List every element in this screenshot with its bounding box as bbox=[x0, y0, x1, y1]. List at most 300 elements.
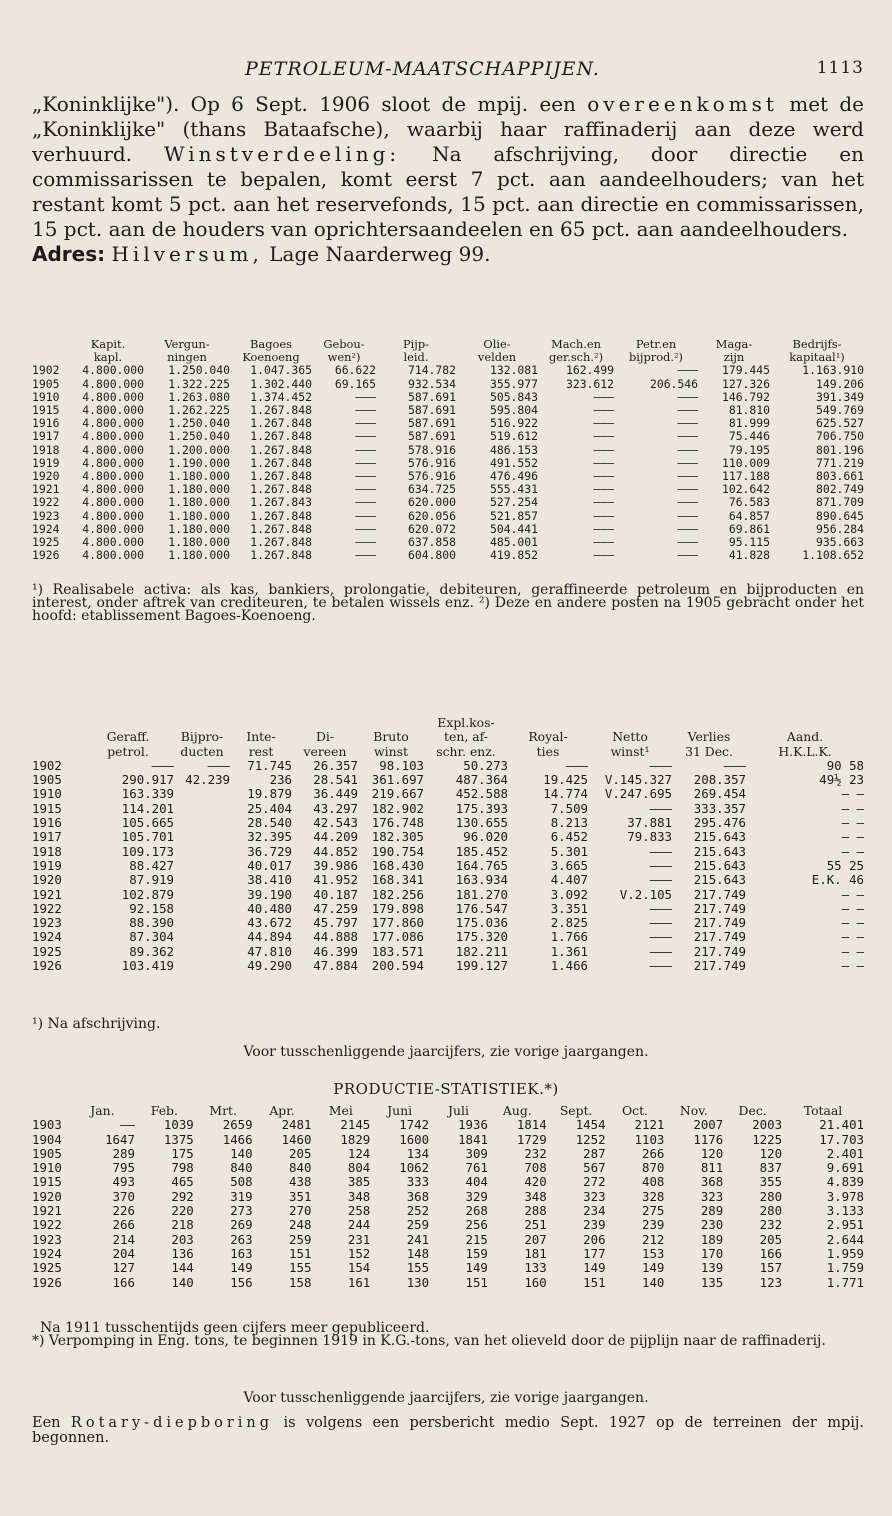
profit-loss-table bbox=[32, 716, 864, 973]
production-table bbox=[32, 1104, 864, 1290]
production-cell: 181 bbox=[524, 1246, 547, 1261]
profit-loss-cell: 28.540 bbox=[247, 816, 292, 831]
balance-cell: 801.196 bbox=[815, 443, 864, 457]
balance-header-cell: ger.sch.²) bbox=[548, 351, 604, 365]
profit-loss-cell bbox=[174, 959, 230, 973]
production-header-row bbox=[32, 1104, 864, 1118]
profit-loss-cell: 79.833 bbox=[627, 830, 672, 845]
production-cell: 328 bbox=[642, 1189, 665, 1204]
production-year-cell: 1926 bbox=[32, 1275, 62, 1290]
profit-loss-cell: 40.480 bbox=[247, 901, 292, 916]
profit-loss-cell: 40.017 bbox=[247, 858, 292, 873]
balance-cell: 323.612 bbox=[565, 377, 614, 391]
production-cell: 2.401 bbox=[826, 1146, 864, 1161]
balance-cell: 117.188 bbox=[721, 470, 770, 484]
balance-cell: 4.800.000 bbox=[82, 549, 144, 563]
profit-loss-cell: 215.643 bbox=[693, 844, 746, 859]
production-cell: 177 bbox=[583, 1246, 606, 1261]
balance-cell: ——— bbox=[355, 509, 376, 523]
profit-loss-cell: ——— bbox=[649, 944, 672, 959]
profit-loss-header-cell: ducten bbox=[180, 744, 224, 759]
balance-cell: 890.645 bbox=[815, 509, 864, 523]
balance-year-cell: 1916 bbox=[32, 417, 60, 431]
balance-row bbox=[32, 444, 864, 457]
balance-row bbox=[32, 523, 864, 536]
profit-loss-cell: — — bbox=[841, 916, 864, 931]
profit-loss-cell: 333.357 bbox=[693, 801, 746, 816]
production-cell: 333 bbox=[406, 1175, 430, 1190]
profit-loss-cell: 46.399 bbox=[313, 944, 358, 959]
balance-cell: 595.804 bbox=[489, 404, 538, 418]
balance-cell: 803.661 bbox=[815, 470, 864, 484]
balance-cell: 1.267.848 bbox=[250, 417, 312, 431]
profit-loss-row bbox=[32, 859, 864, 873]
balance-cell: ——— bbox=[355, 443, 376, 457]
balance-cell: ——— bbox=[677, 430, 698, 444]
balance-cell: ——— bbox=[677, 522, 698, 536]
production-cell: 280 bbox=[759, 1189, 783, 1204]
profit-loss-cell bbox=[174, 802, 230, 816]
production-header-cell: Jan. bbox=[90, 1104, 115, 1118]
production-cell: 157 bbox=[759, 1261, 783, 1276]
closing-text-a: Een bbox=[32, 1415, 71, 1431]
profit-loss-header-cell: H.K.L.K. bbox=[778, 744, 832, 759]
profit-loss-cell: 41.952 bbox=[313, 873, 358, 888]
balance-row bbox=[32, 430, 864, 443]
production-cell: 275 bbox=[642, 1204, 665, 1219]
balance-header-cell: kapitaal¹) bbox=[789, 351, 845, 365]
balance-cell: 625.527 bbox=[815, 417, 864, 431]
profit-loss-cell: 208.357 bbox=[693, 773, 746, 788]
profit-loss-header-cell bbox=[174, 716, 230, 730]
profit-loss-header-cell bbox=[230, 716, 292, 730]
production-cell: 163 bbox=[230, 1246, 253, 1261]
profit-loss-cell: 40.187 bbox=[313, 887, 358, 902]
balance-cell: ——— bbox=[677, 509, 698, 523]
balance-cell: 491.552 bbox=[489, 456, 538, 470]
production-cell: 234 bbox=[583, 1204, 606, 1219]
balance-row bbox=[32, 391, 864, 404]
profit-loss-cell: 38.410 bbox=[247, 873, 292, 888]
production-cell: 133 bbox=[524, 1261, 547, 1276]
balance-cell: 4.800.000 bbox=[82, 430, 144, 444]
production-cell: 134 bbox=[406, 1146, 430, 1161]
profit-loss-cell: 215.643 bbox=[693, 858, 746, 873]
production-year-cell: 1924 bbox=[32, 1246, 62, 1261]
balance-cell: 932.534 bbox=[407, 377, 456, 391]
production-cell: 508 bbox=[230, 1175, 253, 1190]
production-cell: 9.691 bbox=[826, 1161, 864, 1176]
production-cell: 3.133 bbox=[826, 1204, 864, 1219]
profit-loss-cell: ——— bbox=[649, 916, 672, 931]
profit-loss-cell: 199.127 bbox=[455, 959, 508, 974]
profit-loss-cell: 183.571 bbox=[371, 944, 424, 959]
profit-loss-cell: 92.158 bbox=[129, 901, 174, 916]
profit-loss-cell: 44.888 bbox=[313, 930, 358, 945]
profit-loss-cell: — — bbox=[841, 959, 864, 974]
profit-loss-cell: 182.211 bbox=[455, 944, 508, 959]
balance-cell: ——— bbox=[355, 430, 376, 444]
profit-loss-cell: 43.297 bbox=[313, 801, 358, 816]
profit-loss-cell: 39.986 bbox=[313, 858, 358, 873]
profit-loss-cell: — — bbox=[841, 787, 864, 802]
production-row bbox=[32, 1247, 864, 1261]
balance-year-cell: 1917 bbox=[32, 430, 60, 444]
profit-loss-header-cell: Verlies bbox=[687, 730, 731, 745]
balance-table-footnote bbox=[32, 584, 864, 624]
profit-loss-cell: 102.879 bbox=[121, 887, 174, 902]
balance-year-cell: 1905 bbox=[32, 377, 60, 391]
profit-loss-cell: 19.425 bbox=[543, 773, 588, 788]
balance-row bbox=[32, 496, 864, 509]
profit-loss-year-cell: 1915 bbox=[32, 801, 62, 816]
profit-loss-cell: V.145.327 bbox=[604, 773, 672, 788]
production-cell: 1936 bbox=[458, 1118, 488, 1133]
profit-loss-cell bbox=[174, 888, 230, 902]
balance-cell: 1.267.848 bbox=[250, 522, 312, 536]
balance-cell: 69.165 bbox=[334, 377, 376, 391]
profit-loss-row bbox=[32, 888, 864, 902]
production-year-cell: 1905 bbox=[32, 1146, 62, 1161]
balance-cell: 1.263.080 bbox=[168, 390, 230, 404]
production-cell: 130 bbox=[406, 1275, 430, 1290]
balance-cell: 1.180.000 bbox=[168, 522, 230, 536]
production-cell: 368 bbox=[406, 1189, 430, 1204]
production-cell: 385 bbox=[347, 1175, 371, 1190]
balance-cell: ——— bbox=[593, 456, 614, 470]
production-cell: 214 bbox=[112, 1232, 135, 1247]
balance-cell: 102.642 bbox=[721, 483, 770, 497]
production-cell: 272 bbox=[583, 1175, 606, 1190]
production-cell: 1375 bbox=[163, 1132, 194, 1147]
production-year-cell: 1920 bbox=[32, 1189, 62, 1204]
balance-year-cell: 1922 bbox=[32, 496, 60, 510]
balance-cell: 587.691 bbox=[407, 390, 456, 404]
balance-cell: 1.180.000 bbox=[168, 470, 230, 484]
profit-loss-cell: 8.213 bbox=[550, 816, 588, 831]
production-cell: 1466 bbox=[222, 1132, 253, 1147]
profit-loss-cell: 487.364 bbox=[455, 773, 508, 788]
profit-loss-year-cell: 1905 bbox=[32, 773, 62, 788]
profit-loss-cell: 1.466 bbox=[550, 959, 588, 974]
profit-loss-cell: 3.351 bbox=[550, 901, 588, 916]
production-cell: 761 bbox=[465, 1161, 488, 1176]
profit-loss-cell: 88.427 bbox=[129, 858, 174, 873]
profit-loss-cell: 45.797 bbox=[313, 916, 358, 931]
production-cell: 270 bbox=[289, 1204, 312, 1219]
running-header bbox=[0, 58, 892, 86]
balance-cell: ——— bbox=[355, 522, 376, 536]
balance-header-cell: leid. bbox=[403, 351, 429, 365]
production-cell: 287 bbox=[583, 1146, 606, 1161]
profit-loss-header-cell bbox=[32, 745, 82, 759]
balance-cell: ——— bbox=[677, 483, 698, 497]
production-cell: 123 bbox=[759, 1275, 783, 1290]
balance-cell: 634.725 bbox=[407, 483, 456, 497]
balance-cell: ——— bbox=[355, 470, 376, 484]
production-header-cell: Mrt. bbox=[209, 1104, 237, 1118]
production-cell: 1.771 bbox=[826, 1275, 864, 1290]
profit-loss-cell: 163.339 bbox=[121, 787, 174, 802]
profit-loss-cell: 39.190 bbox=[247, 887, 292, 902]
production-cell: 120 bbox=[700, 1146, 724, 1161]
production-cell: 1600 bbox=[399, 1132, 430, 1147]
production-cell: 232 bbox=[524, 1146, 547, 1161]
production-cell: 2003 bbox=[752, 1118, 783, 1133]
production-cell: 1454 bbox=[575, 1118, 606, 1133]
production-header-cell: Apr. bbox=[269, 1104, 295, 1118]
production-cell: 1647 bbox=[105, 1132, 135, 1147]
profit-loss-footnote-text: ¹) Na afschrijving. bbox=[32, 1016, 161, 1032]
production-header-cell: Feb. bbox=[150, 1104, 178, 1118]
balance-cell: 1.302.440 bbox=[250, 377, 312, 391]
balance-year-cell: 1910 bbox=[32, 390, 60, 404]
profit-loss-header-cell bbox=[82, 716, 174, 730]
balance-cell: 1.250.040 bbox=[168, 417, 230, 431]
balance-header-row bbox=[32, 338, 864, 351]
production-cell: 135 bbox=[700, 1275, 724, 1290]
intro-text-c: Na afschrijving, door directie en commissarissen te bepalen, komt eerst 7 pct. aan aandeelhouders; van het restant komt 5 pct. aan het reservefonds, 15 pct. aan directie en commissarissen, 15 pct. aan de houders van oprichtersaandeelen en 65 pct. aan aandeelhouders. bbox=[32, 142, 864, 241]
balance-cell: 1.267.848 bbox=[250, 509, 312, 523]
profit-loss-cell: 47.884 bbox=[313, 959, 358, 974]
profit-loss-cell: 44.852 bbox=[313, 844, 358, 859]
production-cell: 1.759 bbox=[826, 1261, 864, 1276]
profit-loss-cell: V.2.105 bbox=[619, 887, 672, 902]
production-cell: 158 bbox=[289, 1275, 312, 1290]
balance-cell: 41.828 bbox=[728, 549, 770, 563]
production-cell: 244 bbox=[347, 1218, 371, 1233]
profit-loss-header-row bbox=[32, 745, 864, 759]
profit-loss-header-cell: Di- bbox=[315, 730, 335, 745]
balance-header-cell: ningen bbox=[167, 351, 207, 365]
balance-cell: 505.843 bbox=[489, 390, 538, 404]
production-cell: 289 bbox=[112, 1146, 135, 1161]
production-cell: 840 bbox=[289, 1161, 312, 1176]
production-header-cell bbox=[32, 1104, 70, 1118]
production-cell: 205 bbox=[289, 1146, 312, 1161]
profit-loss-row bbox=[32, 787, 864, 801]
production-cell: 239 bbox=[583, 1218, 606, 1233]
profit-loss-cell bbox=[174, 859, 230, 873]
production-cell: 567 bbox=[583, 1161, 606, 1176]
balance-cell: 206.546 bbox=[649, 377, 698, 391]
production-cell: 4.839 bbox=[826, 1175, 864, 1190]
profit-loss-year-cell: 1923 bbox=[32, 916, 62, 931]
production-row bbox=[32, 1190, 864, 1204]
profit-loss-cell: ——— bbox=[649, 930, 672, 945]
production-row bbox=[32, 1147, 864, 1161]
production-cell: 151 bbox=[465, 1275, 488, 1290]
profit-loss-cell: 42.543 bbox=[313, 816, 358, 831]
balance-cell: ——— bbox=[355, 496, 376, 510]
balance-row bbox=[32, 549, 864, 562]
balance-header-cell: Kapit. bbox=[90, 338, 126, 351]
production-cell: 1062 bbox=[399, 1161, 430, 1176]
balance-header-cell: Vergun- bbox=[164, 338, 210, 351]
running-title: PETROLEUM-MAATSCHAPPIJEN. bbox=[245, 58, 600, 80]
balance-footnote-text: ¹) Realisabele activa: als kas, bankiers, prolongatie, debiteuren, geraffineerde petroleum en bijproducten en interest, onder aftrek van crediteuren, te betalen wissels enz. ²) Deze en andere posten na 1905 gebracht onder het hoofd: etablissement Bagoes-Koenoeng. bbox=[32, 582, 864, 625]
balance-cell: 81.999 bbox=[728, 417, 770, 431]
production-cell: 205 bbox=[759, 1232, 783, 1247]
balance-cell: 1.180.000 bbox=[168, 509, 230, 523]
production-row bbox=[32, 1261, 864, 1275]
balance-cell: ——— bbox=[355, 536, 376, 550]
profit-loss-header-cell: schr. enz. bbox=[436, 744, 496, 759]
production-cell: 2007 bbox=[693, 1118, 724, 1133]
production-cell: 837 bbox=[759, 1161, 783, 1176]
production-cell: 370 bbox=[112, 1189, 135, 1204]
balance-cell: 1.180.000 bbox=[168, 496, 230, 510]
profit-loss-cell: 177.086 bbox=[371, 930, 424, 945]
balance-cell: ——— bbox=[593, 443, 614, 457]
profit-loss-cell: — — bbox=[841, 801, 864, 816]
production-cell: 259 bbox=[289, 1232, 312, 1247]
production-cell: 252 bbox=[406, 1204, 430, 1219]
profit-loss-cell: 175.393 bbox=[455, 801, 508, 816]
balance-cell: ——— bbox=[677, 390, 698, 404]
profit-loss-cell: 87.304 bbox=[129, 930, 174, 945]
profit-loss-row bbox=[32, 802, 864, 816]
balance-cell: 81.810 bbox=[728, 404, 770, 418]
profit-loss-cell: 44.209 bbox=[313, 830, 358, 845]
profit-loss-cell: 290.917 bbox=[121, 773, 174, 788]
balance-row bbox=[32, 378, 864, 391]
balance-cell: 485.001 bbox=[489, 536, 538, 550]
profit-loss-cell: 130.655 bbox=[455, 816, 508, 831]
production-cell: 798 bbox=[171, 1161, 194, 1176]
profit-loss-cell: 103.419 bbox=[121, 959, 174, 974]
profit-loss-cell: 175.320 bbox=[455, 930, 508, 945]
balance-cell: 355.977 bbox=[489, 377, 538, 391]
profit-loss-cell: 176.547 bbox=[455, 901, 508, 916]
production-cell: 248 bbox=[289, 1218, 312, 1233]
balance-header-cell bbox=[32, 338, 72, 351]
profit-loss-cell: 215.643 bbox=[693, 873, 746, 888]
profit-loss-cell: 6.452 bbox=[550, 830, 588, 845]
balance-year-cell: 1902 bbox=[32, 364, 60, 378]
balance-cell: ——— bbox=[355, 549, 376, 563]
balance-cell: 587.691 bbox=[407, 404, 456, 418]
production-cell: 231 bbox=[347, 1232, 371, 1247]
production-cell: 144 bbox=[171, 1261, 194, 1276]
balance-cell: ——— bbox=[355, 404, 376, 418]
production-cell: 232 bbox=[759, 1218, 783, 1233]
balance-cell: ——— bbox=[593, 549, 614, 563]
balance-cell: 486.153 bbox=[489, 443, 538, 457]
production-cell: 1742 bbox=[399, 1118, 430, 1133]
profit-loss-header-row bbox=[32, 716, 864, 730]
profit-loss-cell: 175.036 bbox=[455, 916, 508, 931]
production-cell: 140 bbox=[230, 1146, 253, 1161]
production-cell: 215 bbox=[465, 1232, 488, 1247]
production-cell: 355 bbox=[759, 1175, 783, 1190]
production-cell: 1103 bbox=[634, 1132, 665, 1147]
balance-cell: 578.916 bbox=[407, 443, 456, 457]
production-cell: 493 bbox=[112, 1175, 135, 1190]
balance-cell: 1.047.365 bbox=[250, 364, 312, 378]
balance-header-cell: Mach.en bbox=[551, 338, 601, 351]
profit-loss-cell: 47.259 bbox=[313, 901, 358, 916]
production-row bbox=[32, 1276, 864, 1290]
profit-loss-row bbox=[32, 845, 864, 859]
address-label: Adres: bbox=[32, 242, 106, 266]
profit-loss-cell: 182.902 bbox=[371, 801, 424, 816]
profit-loss-cell: 182.256 bbox=[371, 887, 424, 902]
balance-cell: 771.219 bbox=[815, 456, 864, 470]
production-cell: 241 bbox=[406, 1232, 430, 1247]
production-year-cell: 1910 bbox=[32, 1161, 62, 1176]
address-city: Hilversum, bbox=[111, 242, 263, 266]
profit-loss-cell: 177.860 bbox=[371, 916, 424, 931]
production-row bbox=[32, 1204, 864, 1218]
balance-cell: 1.180.000 bbox=[168, 483, 230, 497]
profit-loss-cell: 181.270 bbox=[455, 887, 508, 902]
profit-loss-header-cell: Inte- bbox=[246, 730, 276, 745]
balance-year-cell: 1925 bbox=[32, 536, 60, 550]
production-cell: 323 bbox=[583, 1189, 606, 1204]
balance-year-cell: 1919 bbox=[32, 456, 60, 470]
balance-cell: 1.262.225 bbox=[168, 404, 230, 418]
production-cell: 273 bbox=[230, 1204, 253, 1219]
production-cell: 155 bbox=[289, 1261, 312, 1276]
production-cell: 323 bbox=[700, 1189, 724, 1204]
profit-loss-cell: 105.701 bbox=[121, 830, 174, 845]
balance-cell: 4.800.000 bbox=[82, 417, 144, 431]
production-cell: 263 bbox=[230, 1232, 253, 1247]
production-cell: 266 bbox=[112, 1218, 135, 1233]
production-row bbox=[32, 1218, 864, 1232]
balance-cell: 95.115 bbox=[728, 536, 770, 550]
profit-loss-header-cell: Netto bbox=[612, 730, 648, 745]
profit-loss-cell: 164.765 bbox=[455, 858, 508, 873]
profit-loss-cell: 90 58 bbox=[826, 758, 864, 773]
profit-loss-cell bbox=[174, 845, 230, 859]
production-cell: 151 bbox=[289, 1246, 312, 1261]
production-cell: 708 bbox=[524, 1161, 547, 1176]
balance-cell: 1.250.040 bbox=[168, 364, 230, 378]
profit-loss-header-cell: ties bbox=[536, 744, 560, 759]
balance-header-cell: velden bbox=[477, 351, 517, 365]
profit-loss-year-cell: 1922 bbox=[32, 901, 62, 916]
production-cell: 230 bbox=[700, 1218, 724, 1233]
production-row bbox=[32, 1175, 864, 1189]
balance-cell: 714.782 bbox=[407, 364, 456, 378]
production-cell: 1039 bbox=[163, 1118, 194, 1133]
closing-text-b: is volgens een persbericht medio Sept. 1927 op de terreinen der mpij. begonnen. bbox=[32, 1415, 864, 1446]
profit-loss-cell: 26.357 bbox=[313, 758, 358, 773]
production-cell: 239 bbox=[642, 1218, 665, 1233]
balance-year-cell: 1921 bbox=[32, 483, 60, 497]
balance-cell: ——— bbox=[593, 483, 614, 497]
profit-loss-cell: 176.748 bbox=[371, 816, 424, 831]
profit-loss-cell bbox=[174, 830, 230, 844]
profit-loss-header-cell bbox=[358, 716, 424, 730]
profit-loss-year-cell: 1918 bbox=[32, 844, 62, 859]
production-cell: 136 bbox=[171, 1246, 194, 1261]
production-cell: 269 bbox=[230, 1218, 253, 1233]
profit-loss-header-cell bbox=[746, 716, 864, 730]
profit-loss-year-cell: 1902 bbox=[32, 758, 62, 773]
production-cell: 258 bbox=[347, 1204, 371, 1219]
profit-loss-cell: — — bbox=[841, 844, 864, 859]
balance-cell: 4.800.000 bbox=[82, 404, 144, 418]
closing-text bbox=[32, 1416, 864, 1446]
profit-loss-header-cell bbox=[508, 716, 588, 730]
profit-loss-cell: ——— bbox=[649, 901, 672, 916]
balance-row bbox=[32, 457, 864, 470]
balance-cell: 1.267.848 bbox=[250, 483, 312, 497]
balance-row bbox=[32, 417, 864, 430]
